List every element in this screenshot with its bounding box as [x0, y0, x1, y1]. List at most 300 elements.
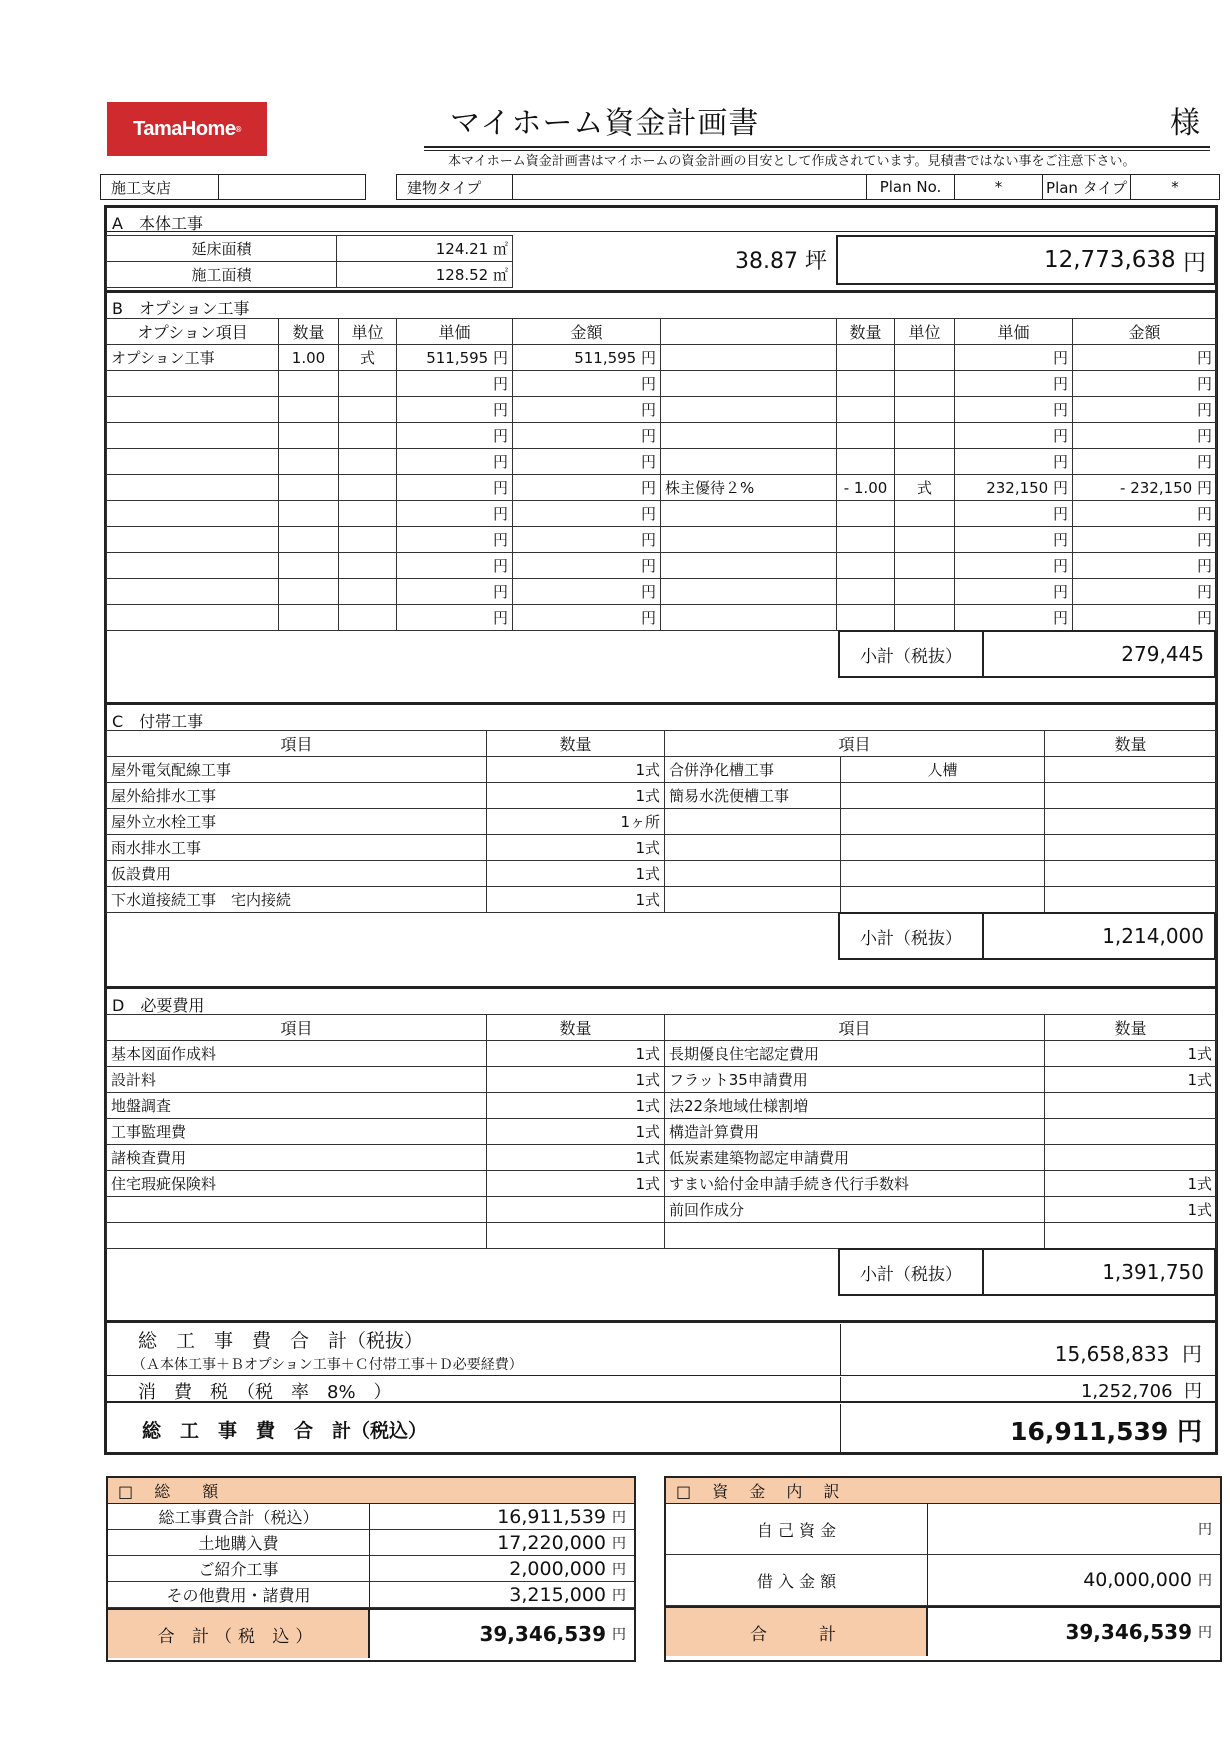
pretax-total-note: （Ａ本体工事＋Ｂオプション工事＋Ｃ付帯工事＋Ｄ必要経費） — [132, 1357, 523, 1373]
shikin-row-value-wrap — [928, 1555, 1220, 1605]
yen-unit: 円 — [1176, 1417, 1202, 1446]
table-cell: オプション工事 — [107, 345, 279, 371]
branch-value — [219, 175, 365, 199]
sogaku-total-row — [108, 1608, 634, 1658]
sogaku-rows — [108, 1504, 634, 1608]
table-row — [107, 236, 513, 262]
table-cell: 円 — [397, 475, 513, 501]
shikin-total-value: 39,346,539 — [1065, 1620, 1192, 1644]
table-cell: 式 — [895, 475, 955, 501]
table-cell: 円 — [955, 423, 1073, 449]
table-cell — [665, 861, 841, 887]
header-cell — [661, 319, 837, 345]
table-cell — [339, 501, 397, 527]
plan-type-value: * — [1171, 178, 1179, 196]
section-c-bottom — [105, 986, 1217, 989]
table-cell — [895, 397, 955, 423]
sogaku-row-label: その他費用・諸費用 — [108, 1582, 370, 1607]
subtotal-value: 1,391,750 — [1102, 1260, 1204, 1284]
table-cell: 1ヶ所 — [487, 809, 665, 835]
required-cost-table — [106, 1014, 1217, 1249]
table-row — [107, 423, 1217, 449]
totals-divider — [840, 1377, 841, 1403]
table-cell: 1式 — [487, 1145, 665, 1171]
table-cell — [339, 527, 397, 553]
table-cell — [279, 605, 339, 631]
table-cell — [661, 371, 837, 397]
sogaku-title: □ 総 額 — [108, 1478, 634, 1504]
section-c-label: C 付帯工事 — [112, 712, 204, 731]
table-cell: 円 — [1073, 345, 1217, 371]
section-c-subtotal — [838, 912, 1216, 960]
table-header-row — [107, 731, 1217, 757]
table-cell: 円 — [513, 501, 661, 527]
table-row — [107, 605, 1217, 631]
sogaku-panel — [106, 1476, 636, 1662]
table-row — [107, 553, 1217, 579]
table-cell: 円 — [513, 371, 661, 397]
table-row — [107, 579, 1217, 605]
table-cell — [895, 371, 955, 397]
shikin-row-value-wrap — [928, 1504, 1220, 1554]
shikin-panel — [664, 1476, 1222, 1662]
branch-field — [100, 174, 366, 200]
table-cell — [1045, 757, 1217, 783]
table-cell: 円 — [513, 449, 661, 475]
sogaku-row-label: 土地購入費 — [108, 1530, 370, 1555]
table-cell — [841, 809, 1045, 835]
table-cell — [665, 887, 841, 913]
table-cell — [895, 605, 955, 631]
table-row — [107, 783, 1217, 809]
totals-divider — [840, 1324, 841, 1376]
table-cell — [339, 423, 397, 449]
table-cell — [661, 397, 837, 423]
subtotal-value: 279,445 — [1121, 642, 1204, 666]
table-header-row — [107, 319, 1217, 345]
table-cell — [107, 449, 279, 475]
table-cell — [107, 1223, 487, 1249]
table-row — [107, 887, 1217, 913]
table-cell — [107, 397, 279, 423]
table-cell — [837, 553, 895, 579]
table-cell: 合併浄化槽工事 — [665, 757, 841, 783]
shikin-total-row — [666, 1606, 1220, 1656]
header-cell: オプション項目 — [107, 319, 279, 345]
shikin-title: □ 資 金 内 訳 — [666, 1478, 1220, 1504]
yen-unit: 円 — [612, 1509, 626, 1526]
table-cell — [841, 783, 1045, 809]
totals-divider — [840, 1404, 841, 1452]
table-cell: 屋外電気配線工事 — [107, 757, 487, 783]
table-cell — [895, 449, 955, 475]
table-cell: 諸検査費用 — [107, 1145, 487, 1171]
table-cell — [339, 449, 397, 475]
table-cell — [279, 371, 339, 397]
table-row — [107, 397, 1217, 423]
table-row — [107, 835, 1217, 861]
shikin-row — [666, 1555, 1220, 1606]
sogaku-row-value-wrap — [370, 1582, 634, 1607]
table-cell: 1式 — [487, 887, 665, 913]
table-cell: 円 — [1073, 397, 1217, 423]
table-cell: 仮設費用 — [107, 861, 487, 887]
header-item: 項目 — [107, 731, 487, 757]
sogaku-total-label: 合 計（税 込） — [108, 1610, 370, 1658]
sogaku-row-value: 3,215,000 — [509, 1583, 606, 1606]
table-cell: 1式 — [487, 1119, 665, 1145]
table-cell — [279, 553, 339, 579]
header-qty: 数量 — [487, 731, 665, 757]
table-cell — [339, 475, 397, 501]
subtotal-label: 小計（税抜） — [840, 914, 984, 958]
table-cell — [339, 579, 397, 605]
table-cell: 株主優待２% — [661, 475, 837, 501]
table-cell — [107, 501, 279, 527]
table-row — [107, 1197, 1217, 1223]
sogaku-row-value: 16,911,539 — [497, 1505, 606, 1528]
table-cell: 円 — [955, 501, 1073, 527]
table-cell: 1式 — [1045, 1197, 1217, 1223]
table-row — [107, 449, 1217, 475]
table-cell — [661, 527, 837, 553]
table-cell: 円 — [513, 553, 661, 579]
table-row — [107, 1223, 1217, 1249]
table-cell: フラット35申請費用 — [665, 1067, 1045, 1093]
table-cell: 前回作成分 — [665, 1197, 1045, 1223]
header-cell: 数量 — [837, 319, 895, 345]
table-cell: 円 — [955, 397, 1073, 423]
table-cell: 232,150 円 — [955, 475, 1073, 501]
table-cell — [895, 501, 955, 527]
table-cell — [279, 501, 339, 527]
table-cell: 円 — [397, 501, 513, 527]
section-d-subtotal — [838, 1248, 1216, 1296]
yen-unit: 円 — [1183, 249, 1206, 276]
section-a-amount — [836, 235, 1216, 285]
table-cell — [1045, 1093, 1217, 1119]
table-cell — [279, 397, 339, 423]
table-cell — [837, 449, 895, 475]
tax-value: 1,252,706 — [1080, 1381, 1173, 1402]
table-cell — [837, 345, 895, 371]
sogaku-row-label: 総工事費合計（税込） — [108, 1504, 370, 1529]
table-cell — [279, 475, 339, 501]
header-cell: 単価 — [955, 319, 1073, 345]
yen-unit: 円 — [1198, 1573, 1212, 1589]
table-cell: 円 — [955, 553, 1073, 579]
table-cell — [107, 371, 279, 397]
table-cell: 511,595 円 — [513, 345, 661, 371]
table-header-row — [107, 1015, 1217, 1041]
grand-total-label: 総 工 事 費 合 計（税込） — [142, 1420, 428, 1442]
table-cell: 円 — [397, 371, 513, 397]
table-row — [107, 757, 1217, 783]
table-cell: 1式 — [487, 783, 665, 809]
table-cell: 円 — [1073, 501, 1217, 527]
sogaku-total-value-wrap — [370, 1610, 634, 1658]
section-d-label: D 必要費用 — [112, 996, 205, 1015]
table-cell: - 232,150 円 — [1073, 475, 1217, 501]
table-cell — [837, 371, 895, 397]
table-cell: すまい給付金申請手続き代行手数料 — [665, 1171, 1045, 1197]
table-cell: 地盤調査 — [107, 1093, 487, 1119]
header-qty-2: 数量 — [1045, 731, 1217, 757]
table-cell — [661, 553, 837, 579]
yen-unit: 円 — [612, 1587, 626, 1604]
table-cell — [661, 423, 837, 449]
sogaku-row-value-wrap — [370, 1504, 634, 1529]
sogaku-row — [108, 1582, 634, 1608]
title-rule — [424, 146, 1210, 148]
subtotal-value: 1,214,000 — [1102, 924, 1204, 948]
section-b-subtotal — [838, 630, 1216, 678]
table-cell: 法22条地域仕様割増 — [665, 1093, 1045, 1119]
shikin-total-value-wrap — [928, 1608, 1220, 1656]
yen-unit: 円 — [612, 1535, 626, 1552]
table-cell: 円 — [513, 579, 661, 605]
table-cell: 円 — [1073, 527, 1217, 553]
sogaku-row-value: 2,000,000 — [509, 1557, 606, 1580]
table-cell: 円 — [955, 579, 1073, 605]
yen-unit: 円 — [1198, 1625, 1212, 1641]
table-cell: 1式 — [487, 1041, 665, 1067]
table-cell: 円 — [1073, 553, 1217, 579]
table-cell: 511,595 円 — [397, 345, 513, 371]
table-cell: 1式 — [487, 835, 665, 861]
sogaku-row — [108, 1530, 634, 1556]
grand-total-value-wrap — [1010, 1412, 1202, 1448]
yen-unit: 円 — [612, 1627, 626, 1643]
section-b-bottom — [105, 702, 1217, 705]
header-cell: 単位 — [339, 319, 397, 345]
table-cell: 円 — [513, 527, 661, 553]
sogaku-row-value-wrap — [370, 1530, 634, 1555]
table-cell — [1045, 1223, 1217, 1249]
table-cell — [837, 423, 895, 449]
shikin-row-value: 40,000,000 — [1083, 1569, 1192, 1591]
sogaku-row — [108, 1504, 634, 1530]
table-cell — [837, 501, 895, 527]
table-cell: 1式 — [487, 1093, 665, 1119]
table-cell — [107, 579, 279, 605]
table-cell: 円 — [513, 475, 661, 501]
table-cell: 設計料 — [107, 1067, 487, 1093]
table-row — [107, 1145, 1217, 1171]
table-cell: 式 — [339, 345, 397, 371]
header-item-2: 項目 — [665, 731, 1045, 757]
table-row — [107, 1041, 1217, 1067]
building-type-label: 建物タイプ — [397, 175, 513, 199]
table-cell: 基本図面作成料 — [107, 1041, 487, 1067]
table-cell: 円 — [1073, 605, 1217, 631]
table-row — [107, 501, 1217, 527]
plan-no-label: Plan No. — [867, 175, 955, 199]
floor-area-label: 延床面積 — [107, 236, 337, 262]
table-cell — [107, 423, 279, 449]
tsubo-value: 38.87 坪 — [735, 249, 827, 274]
table-cell: 円 — [1073, 371, 1217, 397]
table-cell: 円 — [397, 553, 513, 579]
table-cell: 円 — [955, 449, 1073, 475]
table-cell — [841, 887, 1045, 913]
table-cell: 雨水排水工事 — [107, 835, 487, 861]
table-cell: 1式 — [1045, 1067, 1217, 1093]
shikin-rows — [666, 1504, 1220, 1606]
header-cell: 金額 — [1073, 319, 1217, 345]
table-row — [107, 1067, 1217, 1093]
header-qty: 数量 — [487, 1015, 665, 1041]
area-table — [106, 235, 513, 288]
table-cell: 長期優良住宅認定費用 — [665, 1041, 1045, 1067]
table-cell: 円 — [955, 527, 1073, 553]
header-cell: 数量 — [279, 319, 339, 345]
section-a-label: A 本体工事 — [112, 214, 203, 233]
table-cell: 屋外立水栓工事 — [107, 809, 487, 835]
table-cell — [837, 527, 895, 553]
table-cell — [339, 553, 397, 579]
yen-unit: 円 — [1184, 1381, 1202, 1402]
sogaku-row-value-wrap — [370, 1556, 634, 1581]
header-cell: 単価 — [397, 319, 513, 345]
sogaku-row-value: 17,220,000 — [497, 1531, 606, 1554]
notice-text: 本マイホーム資金計画書はマイホームの資金計画の目安として作成されています。見積書ではない事をご注意下さい。 — [448, 154, 1136, 169]
header-item: 項目 — [107, 1015, 487, 1041]
shikin-row — [666, 1504, 1220, 1555]
table-cell: 円 — [955, 605, 1073, 631]
table-cell — [661, 605, 837, 631]
table-row — [107, 345, 1217, 371]
table-cell: 円 — [397, 579, 513, 605]
table-cell: 円 — [397, 449, 513, 475]
yen-unit: 円 — [1198, 1522, 1212, 1538]
shikin-total-label: 合 計 — [666, 1608, 928, 1656]
table-cell: 屋外給排水工事 — [107, 783, 487, 809]
honorific: 様 — [1170, 106, 1200, 141]
shikin-row-label: 自 己 資 金 — [666, 1504, 928, 1554]
table-cell: 1.00 — [279, 345, 339, 371]
table-cell: 下水道接続工事 宅内接続 — [107, 887, 487, 913]
company-logo: TamaHome ® — [107, 102, 267, 156]
table-cell: 1式 — [1045, 1041, 1217, 1067]
pretax-total-value-wrap — [1055, 1338, 1202, 1367]
construction-area-label: 施工面積 — [107, 262, 337, 288]
plan-type-label: Plan タイプ — [1043, 175, 1131, 199]
sogaku-total-value: 39,346,539 — [479, 1622, 606, 1646]
construction-area-value: 128.52 ㎡ — [337, 262, 513, 288]
section-a-bottom — [105, 290, 1217, 293]
table-cell — [107, 605, 279, 631]
table-cell — [279, 423, 339, 449]
table-cell — [665, 809, 841, 835]
pretax-total-value: 15,658,833 — [1054, 1342, 1170, 1366]
table-cell — [895, 423, 955, 449]
table-cell — [339, 371, 397, 397]
grand-total-value: 16,911,539 — [1010, 1417, 1169, 1446]
table-cell: 円 — [955, 371, 1073, 397]
floor-area-value: 124.21 ㎡ — [337, 236, 513, 262]
table-row — [107, 527, 1217, 553]
table-cell — [661, 579, 837, 605]
section-a-rule — [105, 231, 1217, 232]
document-title: マイホーム資金計画書 — [450, 106, 760, 141]
yen-unit: 円 — [612, 1561, 626, 1578]
table-row — [107, 1171, 1217, 1197]
plan-no-value: * — [955, 175, 1043, 199]
table-cell: 構造計算費用 — [665, 1119, 1045, 1145]
table-cell — [339, 605, 397, 631]
tax-value-wrap — [1081, 1377, 1202, 1403]
header-qty-2: 数量 — [1045, 1015, 1217, 1041]
table-cell — [837, 579, 895, 605]
table-cell — [107, 527, 279, 553]
table-row — [107, 1119, 1217, 1145]
table-cell — [665, 1223, 1045, 1249]
table-cell — [661, 501, 837, 527]
table-cell — [1045, 835, 1217, 861]
table-cell: 簡易水洗便槽工事 — [665, 783, 841, 809]
sogaku-row-label: ご紹介工事 — [108, 1556, 370, 1581]
table-cell — [107, 553, 279, 579]
table-cell — [661, 345, 837, 371]
yen-unit: 円 — [1182, 1342, 1202, 1366]
option-table — [106, 318, 1217, 631]
pretax-total-label: 総 工 事 費 合 計（税抜） — [138, 1330, 424, 1352]
table-cell — [837, 397, 895, 423]
header-cell: 金額 — [513, 319, 661, 345]
table-cell — [487, 1223, 665, 1249]
subtotal-label: 小計（税抜） — [840, 1250, 984, 1294]
table-cell — [665, 835, 841, 861]
table-cell: 円 — [397, 423, 513, 449]
building-type-field — [396, 174, 1220, 200]
table-cell — [1045, 1145, 1217, 1171]
table-cell — [895, 527, 955, 553]
table-cell: 1式 — [487, 1171, 665, 1197]
logo-text: TamaHome — [133, 117, 236, 140]
table-row — [107, 262, 513, 288]
table-cell: 円 — [955, 345, 1073, 371]
table-cell — [279, 449, 339, 475]
table-cell: 1式 — [487, 861, 665, 887]
table-cell — [1045, 1119, 1217, 1145]
section-a-amount-value: 12,773,638 — [1043, 247, 1176, 273]
table-cell: 円 — [1073, 579, 1217, 605]
table-cell: 1式 — [1045, 1171, 1217, 1197]
table-cell — [841, 835, 1045, 861]
table-cell — [487, 1197, 665, 1223]
table-cell: 円 — [513, 423, 661, 449]
table-cell: 1式 — [487, 757, 665, 783]
table-row — [107, 371, 1217, 397]
section-b-label: B オプション工事 — [112, 299, 250, 318]
grand-total-row — [106, 1404, 1216, 1452]
table-cell — [107, 475, 279, 501]
table-row — [107, 809, 1217, 835]
table-cell — [279, 527, 339, 553]
table-cell: 円 — [397, 605, 513, 631]
table-cell: 円 — [397, 397, 513, 423]
table-row — [107, 861, 1217, 887]
table-cell — [841, 861, 1045, 887]
tax-label: 消 費 税 （税 率 8% ） — [138, 1382, 392, 1403]
table-cell: 円 — [397, 527, 513, 553]
table-cell: 工事監理費 — [107, 1119, 487, 1145]
table-cell: 円 — [513, 397, 661, 423]
shikin-row-label: 借 入 金 額 — [666, 1555, 928, 1605]
subtotal-label: 小計（税抜） — [840, 632, 984, 676]
table-cell — [1045, 783, 1217, 809]
